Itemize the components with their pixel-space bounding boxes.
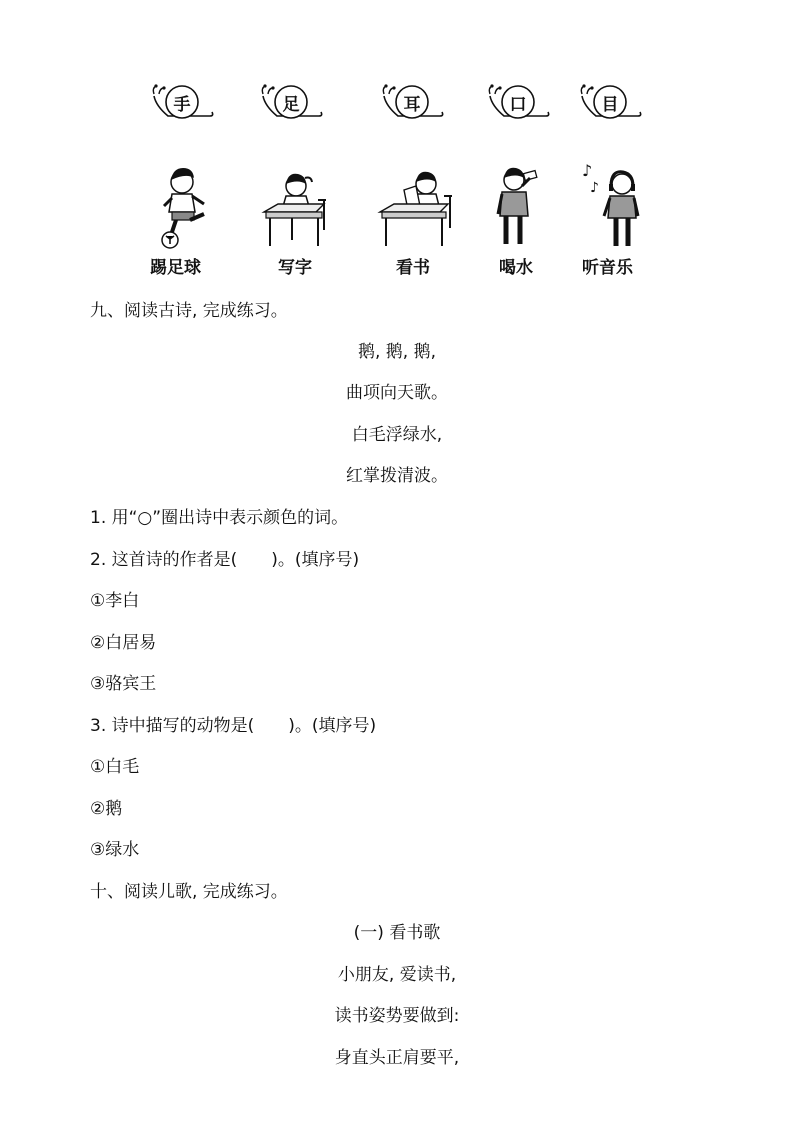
boy-kicking-ball-illustration (150, 160, 215, 250)
poem-line: 鹅, 鹅, 鹅, (357, 342, 437, 362)
snail-char: 口 (509, 94, 527, 115)
activity-label: 喝水 (499, 258, 533, 278)
boy-drinking-illustration (492, 160, 542, 250)
activity-label: 写字 (278, 258, 312, 278)
q3-option: ①白毛 (90, 757, 140, 777)
q3-option: ②鹅 (90, 799, 123, 819)
section10-heading: 十、阅读儿歌, 完成练习。 (90, 882, 288, 902)
q2-option: ③骆宾王 (90, 674, 157, 694)
question-1: 1. 用“○”圈出诗中表示颜色的词。 (90, 508, 349, 528)
snail-mouth (486, 82, 552, 124)
snail-hand (150, 82, 216, 124)
song-line: 读书姿势要做到: (334, 1006, 460, 1026)
poem-line: 曲项向天歌。 (346, 383, 448, 403)
svg-text:♪: ♪ (590, 180, 599, 196)
question-3: 3. 诗中描写的动物是( )。(填序号) (90, 716, 377, 736)
activity-label: 踢足球 (150, 258, 201, 278)
poem-line: 红掌拨清波。 (346, 466, 448, 486)
section9-heading: 九、阅读古诗, 完成练习。 (90, 301, 288, 321)
snail-ear (380, 82, 446, 124)
activity-label: 听音乐 (582, 258, 633, 278)
svg-text:♪: ♪ (582, 161, 593, 180)
q3-option: ③绿水 (90, 840, 140, 860)
snail-eye (578, 82, 644, 124)
snail-foot (259, 82, 325, 124)
activity-label: 看书 (396, 258, 430, 278)
q2-option: ①李白 (90, 591, 140, 611)
snail-char: 手 (173, 94, 191, 115)
song-title: (一) 看书歌 (353, 923, 441, 943)
snail-char: 足 (282, 94, 300, 115)
snail-char: 耳 (403, 94, 421, 115)
boy-reading-illustration (376, 160, 456, 250)
poem-line: 白毛浮绿水, (351, 425, 443, 445)
girl-listening-music-illustration (580, 160, 642, 250)
song-line: 身直头正肩要平, (334, 1048, 460, 1068)
snail-char: 目 (601, 94, 619, 115)
q2-option: ②白居易 (90, 633, 157, 653)
girl-writing-illustration (258, 160, 330, 250)
song-line: 小朋友, 爱读书, (337, 965, 457, 985)
question-2: 2. 这首诗的作者是( )。(填序号) (90, 550, 360, 570)
